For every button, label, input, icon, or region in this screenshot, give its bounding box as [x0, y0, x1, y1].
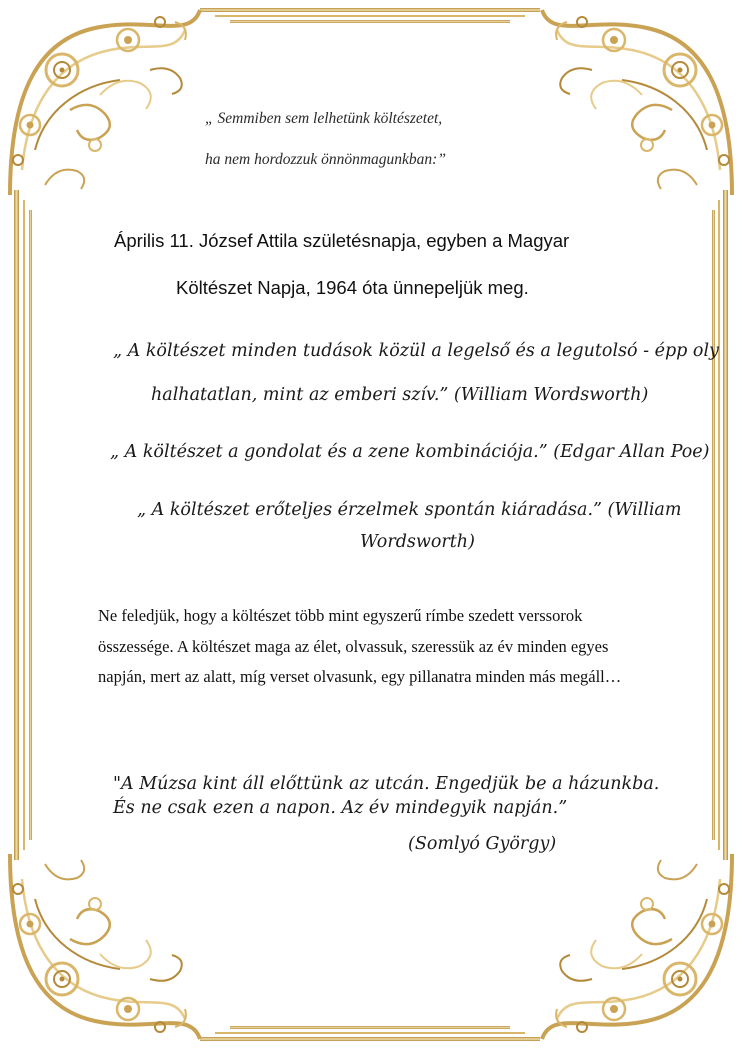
- paragraph-line-1: Ne feledjük, hogy a költészet több mint egyszerű rímbe szedett verssorok: [98, 606, 583, 625]
- quote-wordsworth2-line-1: „ A költészet erőteljes érzelmek spontán kiáradása.” (William: [137, 500, 682, 520]
- quote-wordsworth2-line-2: Wordsworth): [360, 532, 475, 552]
- headline-line-1: Április 11. József Attila születésnapja, egyben a Magyar: [114, 230, 570, 251]
- closing-quote-author: (Somlyó György): [408, 834, 557, 854]
- paragraph-line-3: napján, mert az alatt, míg verset olvasunk, egy pillanatra minden más megáll…: [98, 667, 622, 686]
- closing-quote-line-1: "A Múzsa kint áll előttünk az utcán. Engedjük be a házunkba.: [113, 774, 660, 794]
- epigraph-line-2: ha nem hordozzuk önnönmagunkban:”: [205, 151, 446, 168]
- headline-line-2: Költészet Napja, 1964 óta ünnepeljük meg.: [176, 277, 529, 298]
- quote-poe: „ A költészet a gondolat és a zene kombinációja.” (Edgar Allan Poe): [110, 442, 710, 462]
- quote-wordsworth-line-1: „ A költészet minden tudások közül a legelső és a legutolsó - épp oly: [113, 341, 719, 361]
- epigraph-line-1: „ Semmiben sem lelhetünk költészetet,: [205, 110, 443, 127]
- paragraph-line-2: összessége. A költészet maga az élet, olvassuk, szeressük az év minden egyes: [98, 637, 609, 656]
- closing-quote-line-2: És ne csak ezen a napon. Az év mindegyik napján.”: [113, 798, 568, 818]
- quote-wordsworth-line-2: halhatatlan, mint az emberi szív.” (William Wordsworth): [151, 385, 649, 405]
